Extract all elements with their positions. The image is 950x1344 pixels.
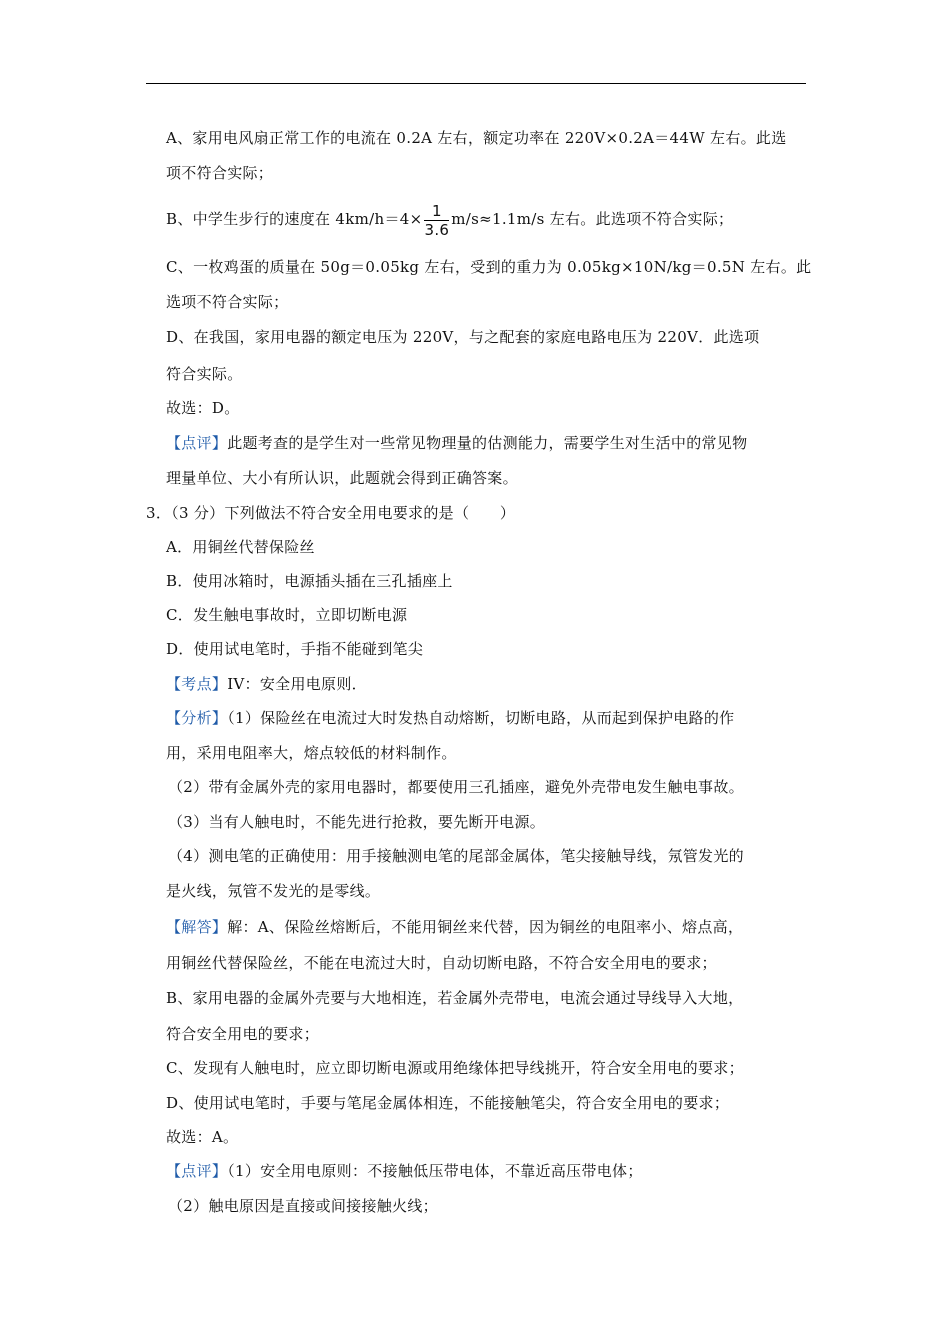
jieda-line-5: C、发现有人触电时，应立即切断电源或用绝缘体把导线挑开，符合安全用电的要求；	[166, 1059, 744, 1077]
review-text-1: 此题考查的是学生对一些常见物理量的估测能力，需要学生对生活中的常见物	[227, 434, 748, 452]
dianping-text-1: （1）安全用电原则：不接触低压带电体，不靠近高压带电体；	[227, 1162, 643, 1180]
fenxi-text-1: （1）保险丝在电流过大时发热自动熔断，切断电路，从而起到保护电路的作	[227, 709, 735, 727]
jieda-line-1	[166, 917, 743, 937]
question-3-option-c: C．发生触电事故时，立即切断电源	[166, 606, 408, 624]
review-line-1	[166, 433, 747, 453]
answer-choice: 故选：D。	[166, 399, 240, 417]
review-tag: 【点评】	[166, 434, 228, 452]
question-3-option-a: A．用铜丝代替保险丝	[166, 538, 315, 556]
review-line-2: 理量单位、大小有所认识，此题就会得到正确答案。	[166, 469, 518, 487]
jieda-line-3: B、家用电器的金属外壳要与大地相连，若金属外壳带电，电流会通过导线导入大地，	[166, 989, 744, 1007]
question-3-option-b: B．使用冰箱时，电源插头插在三孔插座上	[166, 572, 453, 590]
question-3-option-d: D．使用试电笔时，手指不能碰到笔尖	[166, 640, 424, 658]
fenxi-line-1	[166, 708, 734, 728]
kaodian-line	[166, 674, 367, 694]
fenxi-line-6: 是火线，氖管不发光的是零线。	[166, 882, 381, 900]
fenxi-tag: 【分析】	[166, 709, 228, 727]
fraction-denominator: 3.6	[424, 220, 450, 239]
option-d-line-2: 符合实际。	[166, 365, 243, 383]
option-c-line-1: C、一枚鸡蛋的质量在 50g＝0.05kg 左右，受到的重力为 0.05kg×10N/kg＝0.5N 左右。此	[166, 258, 812, 276]
header-rule	[146, 83, 806, 84]
fenxi-line-5: （4）测电笔的正确使用：用手接触测电笔的尾部金属体，笔尖接触导线，氖管发光的	[168, 847, 744, 865]
fenxi-line-2: 用，采用电阻率大，熔点较低的材料制作。	[166, 744, 457, 762]
option-b-suffix: m/s≈1.1m/s 左右。此选项不符合实际；	[451, 210, 734, 228]
jieda-text-1: 解：A、保险丝熔断后，不能用铜丝来代替，因为铜丝的电阻率小、熔点高，	[227, 918, 744, 936]
jieda-line-4: 符合安全用电的要求；	[166, 1025, 320, 1043]
option-a-line-1: A、家用电风扇正常工作的电流在 0.2A 左右，额定功率在 220V×0.2A＝44W 左右。此选	[166, 129, 787, 147]
option-c-line-2: 选项不符合实际；	[166, 293, 289, 311]
option-a-line-2: 项不符合实际；	[166, 164, 274, 182]
option-b-line	[166, 201, 734, 239]
dianping-line-2: （2）触电原因是直接或间接接触火线；	[168, 1197, 438, 1215]
option-b-prefix: B、中学生步行的速度在 4km/h＝4×	[166, 210, 423, 228]
fenxi-line-3: （2）带有金属外壳的家用电器时，都要使用三孔插座，避免外壳带电发生触电事故。	[168, 778, 744, 796]
fraction	[424, 203, 449, 238]
question-3-stem: 3．（3 分）下列做法不符合安全用电要求的是（ ）	[146, 504, 516, 522]
kaodian-text: IV：安全用电原则．	[227, 675, 367, 693]
fenxi-line-4: （3）当有人触电时，不能先进行抢救，要先断开电源。	[168, 813, 546, 831]
dianping-line-1	[166, 1161, 643, 1181]
dianping-tag: 【点评】	[166, 1162, 228, 1180]
kaodian-tag: 【考点】	[166, 675, 228, 693]
fraction-numerator: 1	[424, 203, 449, 221]
jieda-tag: 【解答】	[166, 918, 228, 936]
jieda-line-2: 用铜丝代替保险丝，不能在电流过大时，自动切断电路，不符合安全用电的要求；	[166, 954, 717, 972]
option-d-line-1: D、在我国，家用电器的额定电压为 220V，与之配套的家庭电路电压为 220V．此选项	[166, 328, 760, 346]
jieda-line-6: D、使用试电笔时，手要与笔尾金属体相连，不能接触笔尖，符合安全用电的要求；	[166, 1094, 730, 1112]
answer-choice-3: 故选：A。	[166, 1128, 239, 1146]
